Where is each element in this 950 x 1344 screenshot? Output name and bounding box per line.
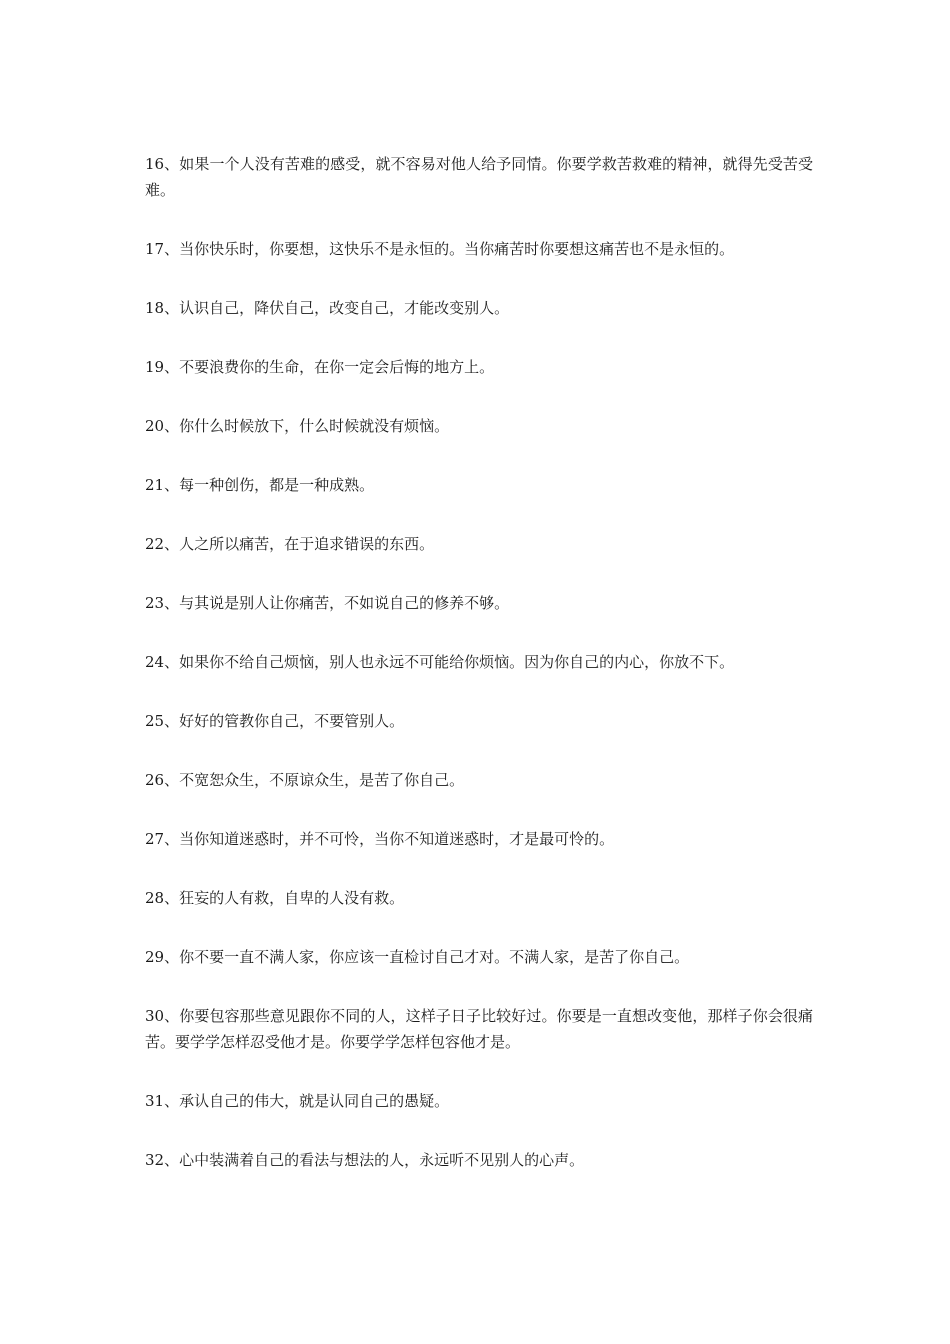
quote-item-16: 16、如果一个人没有苦难的感受，就不容易对他人给予同情。你要学救苦救难的精神，就得先受苦受难。	[145, 155, 813, 199]
quote-item-31: 31、承认自己的伟大，就是认同自己的愚疑。	[145, 1092, 450, 1110]
quote-item-17: 17、当你快乐时，你要想，这快乐不是永恒的。当你痛苦时你要想这痛苦也不是永恒的。	[145, 240, 735, 258]
quote-item-28: 28、狂妄的人有救，自卑的人没有救。	[145, 889, 405, 907]
quote-list	[145, 151, 813, 1206]
quote-item-20: 20、你什么时候放下，什么时候就没有烦恼。	[145, 417, 450, 435]
quote-item-26: 26、不宽恕众生，不原谅众生，是苦了你自己。	[145, 771, 465, 789]
quote-item-23: 23、与其说是别人让你痛苦，不如说自己的修养不够。	[145, 594, 510, 612]
quote-item-21: 21、每一种创伤，都是一种成熟。	[145, 476, 375, 494]
quote-item-29: 29、你不要一直不满人家，你应该一直检讨自己才对。不满人家，是苦了你自己。	[145, 948, 690, 966]
quote-item-30: 30、你要包容那些意见跟你不同的人，这样子日子比较好过。你要是一直想改变他，那样子你会很痛苦。要学学怎样忍受他才是。你要学学怎样包容他才是。	[145, 1007, 813, 1051]
quote-item-25: 25、好好的管教你自己，不要管别人。	[145, 712, 405, 730]
quote-item-19: 19、不要浪费你的生命，在你一定会后悔的地方上。	[145, 358, 495, 376]
quote-item-24: 24、如果你不给自己烦恼，别人也永远不可能给你烦恼。因为你自己的内心，你放不下。	[145, 653, 735, 671]
quote-item-27: 27、当你知道迷惑时，并不可怜，当你不知道迷惑时，才是最可怜的。	[145, 830, 615, 848]
quote-item-22: 22、人之所以痛苦，在于追求错误的东西。	[145, 535, 435, 553]
quote-item-32: 32、心中装满着自己的看法与想法的人，永远听不见别人的心声。	[145, 1151, 585, 1169]
quote-item-18: 18、认识自己，降伏自己，改变自己，才能改变别人。	[145, 299, 510, 317]
